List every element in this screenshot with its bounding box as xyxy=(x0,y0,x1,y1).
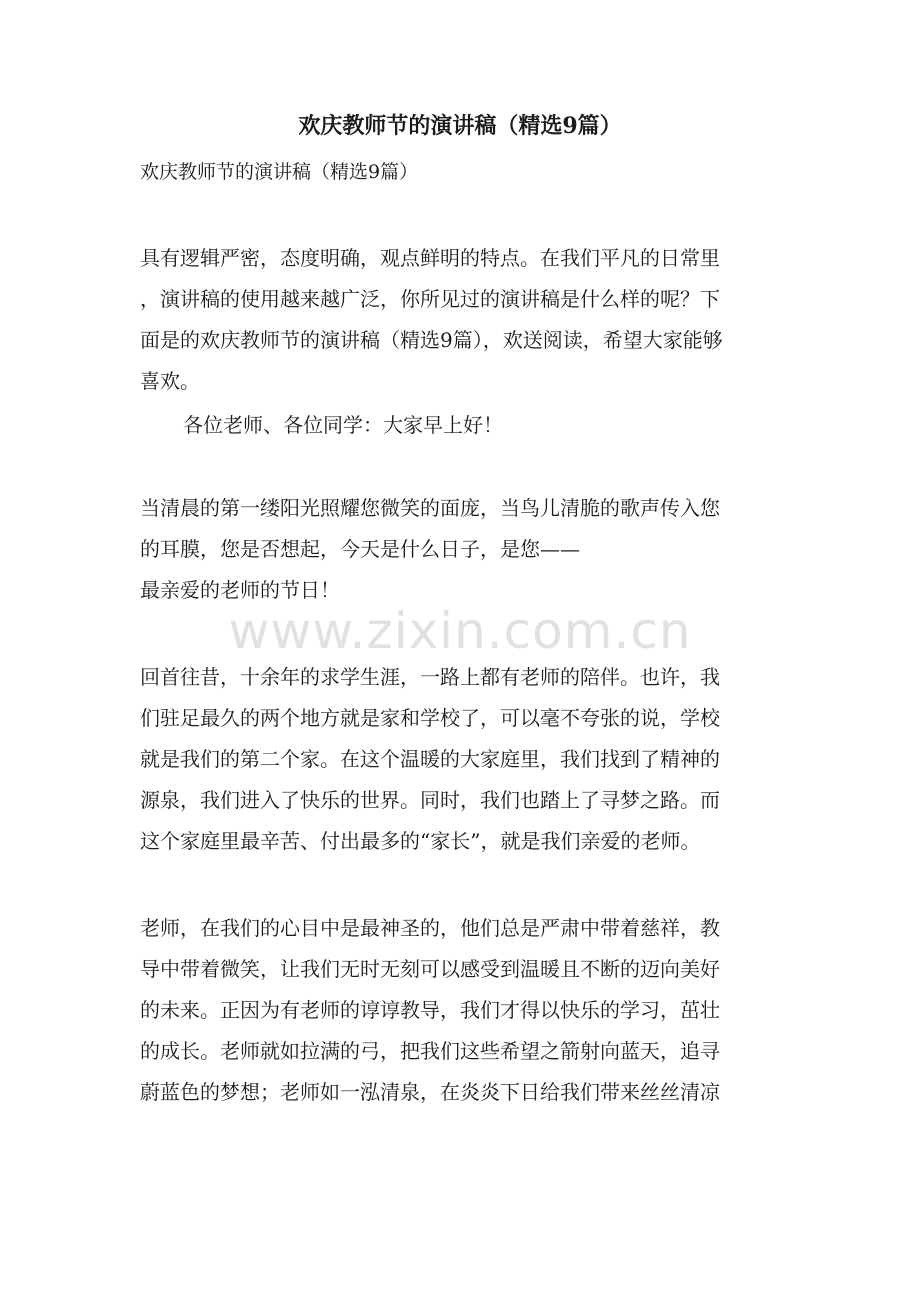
text-line: 当清晨的第一缕阳光照耀您微笑的面庞，当鸟儿清脆的歌声传入您 xyxy=(140,496,720,520)
text-line: 就是我们的第二个家。在这个温暖的大家庭里，我们找到了精神的 xyxy=(140,747,720,771)
text-line: 老师，在我们的心目中是最神圣的，他们总是严肃中带着慈祥，教 xyxy=(140,916,720,940)
watermark: www.zixin.com.cn xyxy=(228,602,692,660)
text-line: 最亲爱的老师的节日！ xyxy=(140,578,340,602)
document-subtitle: 欢庆教师节的演讲稿（精选9篇） xyxy=(140,161,419,183)
text-line: 喜欢。 xyxy=(140,369,200,393)
paragraph-3 xyxy=(140,908,780,1113)
greeting-line: 各位老师、各位同学：大家早上好！ xyxy=(183,413,503,437)
text-line: 回首往昔，十余年的求学生涯，一路上都有老师的陪伴。也许，我 xyxy=(140,665,720,689)
text-line: 的未来。正因为有老师的谆谆教导，我们才得以快乐的学习，茁壮 xyxy=(140,998,720,1022)
text-line: 面是的欢庆教师节的演讲稿（精选9篇），欢送阅读，希望大家能够 xyxy=(140,328,723,352)
text-line: 的耳膜，您是否想起，今天是什么日子，是您—— xyxy=(140,537,580,561)
text-line: 具有逻辑严密，态度明确，观点鲜明的特点。在我们平凡的日常里 xyxy=(140,246,720,270)
paragraph-2 xyxy=(140,657,780,862)
text-line: 的成长。老师就如拉满的弓，把我们这些希望之箭射向蓝天，追寻 xyxy=(140,1039,720,1063)
text-line: 源泉，我们进入了快乐的世界。同时，我们也踏上了寻梦之路。而 xyxy=(140,788,720,812)
document-title: 欢庆教师节的演讲稿（精选9篇） xyxy=(298,113,622,139)
text-line: 导中带着微笑，让我们无时无刻可以感受到温暖且不断的迈向美好 xyxy=(140,957,720,981)
text-line: 蔚蓝色的梦想；老师如一泓清泉，在炎炎下日给我们带来丝丝清凉 xyxy=(140,1080,720,1104)
intro-paragraph xyxy=(140,238,780,402)
text-line: 这个家庭里最辛苦、付出最多的“家长”，就是我们亲爱的老师。 xyxy=(140,829,701,853)
text-line: ，演讲稿的使用越来越广泛，你所见过的演讲稿是什么样的呢？下 xyxy=(140,287,720,311)
text-line: 们驻足最久的两个地方就是家和学校了，可以毫不夸张的说，学校 xyxy=(140,706,720,730)
paragraph-1 xyxy=(140,488,780,611)
